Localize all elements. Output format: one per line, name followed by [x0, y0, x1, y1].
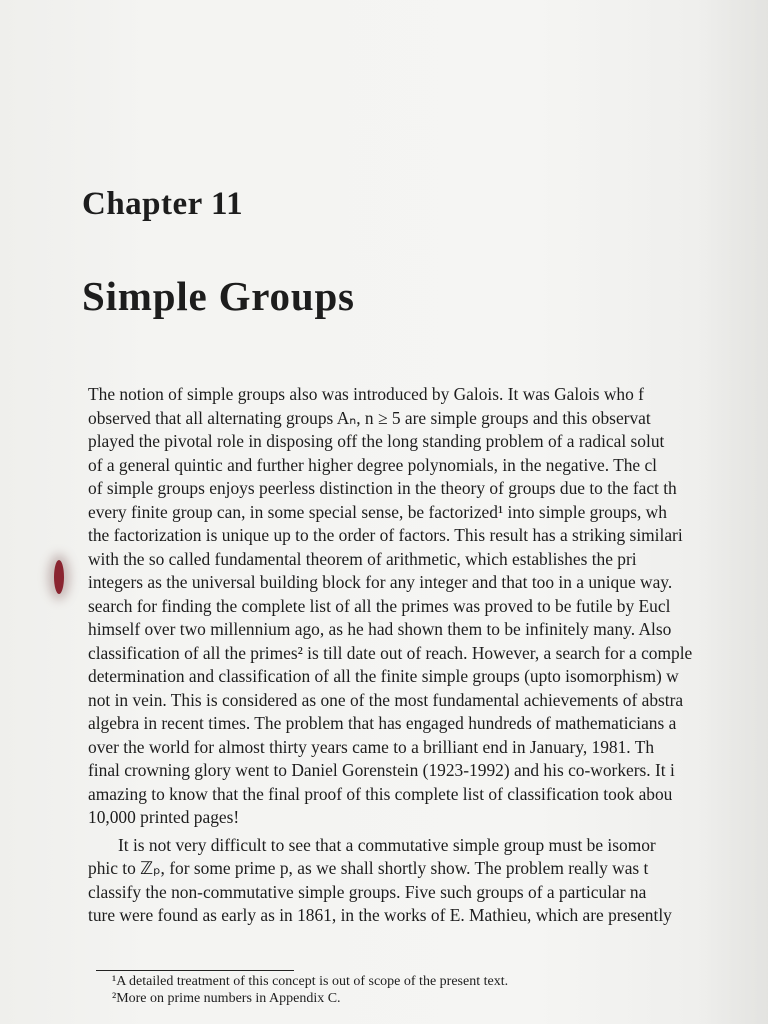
text-line: final crowning glory went to Daniel Gorenstein (1923-1992) and his co-workers. It i: [88, 760, 675, 780]
text-line: with the so called fundamental theorem of arithmetic, which establishes the pri: [88, 548, 637, 569]
footnote-rule: [96, 970, 294, 971]
text-line: himself over two millennium ago, as he had shown them to be infinitely many. Also: [88, 619, 672, 639]
footnotes: [112, 973, 508, 1007]
chapter-body: [88, 383, 768, 928]
page-mark: [54, 560, 64, 594]
text-line: the factorization is unique up to the order of factors. This result has a striking similari: [88, 525, 683, 545]
text-line: classify the non-commutative simple groups. Five such groups of a particular na: [88, 881, 647, 902]
footnote-1: ¹A detailed treatment of this concept is out of scope of the present text.: [112, 974, 509, 989]
chapter-title: Simple Groups: [82, 273, 355, 319]
text-line: search for finding the complete list of all the primes was proved to be futile by Eucl: [88, 595, 671, 616]
text-line: 10,000 printed pages!: [88, 807, 240, 827]
text-line: over the world for almost thirty years came to a brilliant end in January, 1981. Th: [88, 736, 655, 757]
text-line: of a general quintic and further higher degree polynomials, in the negative. The cl: [88, 454, 658, 475]
text-line: It is not very difficult to see that a commutative simple group must be isomor: [118, 834, 656, 855]
text-line: determination and classification of all the finite simple groups (upto isomorphism) w: [88, 666, 679, 686]
chapter-label: Chapter 11: [82, 186, 244, 222]
text-line: every finite group can, in some special sense, be factorized¹ into simple groups, wh: [88, 501, 667, 522]
text-line: integers as the universal building block for any integer and that too in a unique way.: [88, 572, 673, 592]
text-line: played the pivotal role in disposing off the long standing problem of a radical solut: [88, 431, 665, 451]
text-line: of simple groups enjoys peerless distinction in the theory of groups due to the fact th: [88, 478, 677, 498]
text-line: phic to ℤₚ, for some prime p, as we shall shortly show. The problem really was t: [88, 858, 649, 878]
text-line: not in vein. This is considered as one of the most fundamental achievements of abstra: [88, 689, 684, 710]
paragraph-1: [88, 383, 768, 830]
text-line: The notion of simple groups also was introduced by Galois. It was Galois who f: [88, 384, 644, 404]
text-line: ture were found as early as in 1861, in the works of E. Mathieu, which are presently: [88, 905, 672, 925]
text-line: amazing to know that the final proof of this complete list of classification took abou: [88, 783, 673, 804]
text-line: classification of all the primes² is till date out of reach. However, a search for a comple: [88, 642, 693, 663]
text-line: algebra in recent times. The problem that has engaged hundreds of mathematicians a: [88, 713, 677, 733]
footnote-2: ²More on prime numbers in Appendix C.: [112, 991, 341, 1006]
paragraph-2: [88, 834, 768, 928]
text-line: observed that all alternating groups Aₙ, n ≥ 5 are simple groups and this observat: [88, 407, 651, 428]
